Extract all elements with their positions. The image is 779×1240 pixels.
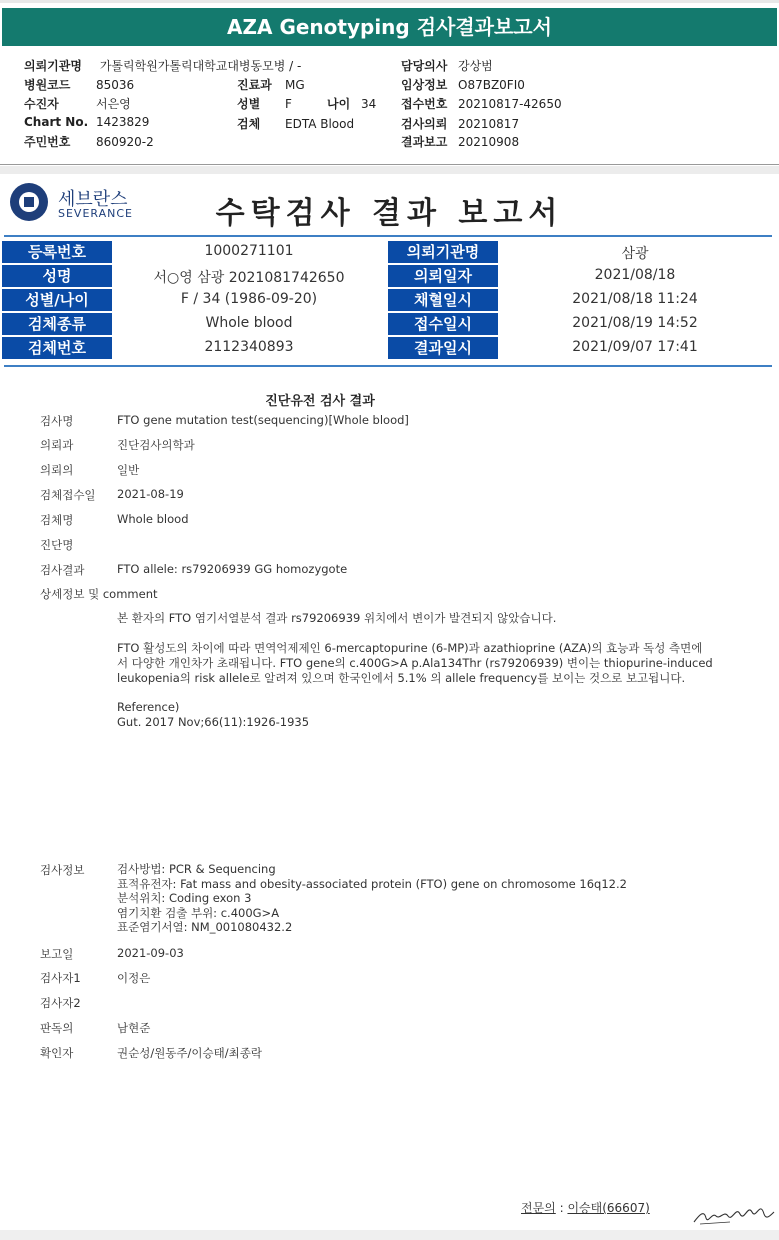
value-test-name: FTO gene mutation test(sequencing)[Whole blood] [117, 413, 409, 427]
value-request-date-2: 2021/08/18 [594, 267, 676, 283]
value-name: 서○영 삼광 2021081742650 [153, 270, 345, 286]
label-chart-no: Chart No. [24, 115, 89, 129]
specialist-separator: : [555, 1201, 568, 1215]
label-collection-time: 채혈일시 [388, 289, 498, 311]
logo-korean: 세브란스 [58, 189, 128, 210]
label-registration-no: 등록번호 [2, 241, 112, 263]
value-hospital-code: 85036 [96, 78, 135, 92]
label-requesting-institution: 의뢰기관명 [24, 59, 82, 73]
section-title: 진단유전 검사 결과 [265, 394, 375, 409]
value-chart-no: 1423829 [96, 115, 150, 129]
value-patient: 서은영 [96, 97, 131, 111]
blue-rule-bottom [4, 365, 772, 367]
value-specimen: EDTA Blood [285, 117, 355, 131]
logo-english: SEVERANCE [58, 207, 133, 220]
comment-line: FTO 활성도의 차이에 따라 면역억제제인 6-mercaptopurine (6-MP)과 azathioprine (AZA)의 효능과 독성 측면에 [117, 641, 703, 655]
label-hospital-code: 병원코드 [24, 78, 71, 92]
page-bottom-edge [0, 1230, 779, 1240]
value-test-result: FTO allele: rs79206939 GG homozygote [117, 562, 348, 576]
reference-citation: Gut. 2017 Nov;66(11):1926-1935 [117, 715, 310, 729]
value-resident-no: 860920-2 [96, 135, 154, 149]
comment-line: 본 환자의 FTO 염기서열분석 결과 rs79206939 위치에서 변이가 발견되지 않았습니다. [117, 611, 557, 625]
report-title: 수탁검사 결과 보고서 [215, 196, 564, 231]
test-info-line: 표준염기서열: NM_001080432.2 [117, 920, 293, 934]
label-patient: 수진자 [24, 97, 59, 111]
test-info-line: 분석위치: Coding exon 3 [117, 891, 252, 905]
header-row-1 [24, 57, 301, 74]
value-report-date: 2021-09-03 [117, 946, 184, 960]
value-registration-no: 1000271101 [204, 243, 294, 259]
top-edge [0, 0, 779, 3]
value-specimen-type: Whole blood [205, 315, 293, 331]
label-physician: 담당의사 [401, 59, 448, 73]
label-reader: 판독의 [40, 1021, 74, 1035]
comment-line: 서 다양한 개인차가 초래됩니다. FTO gene의 c.400G>A p.Ala134Thr (rs79206939) 변이는 thiopurine-induced [117, 656, 713, 670]
label-sex-age: 성별/나이 [2, 289, 112, 311]
test-info-line: 검사방법: PCR & Sequencing [117, 862, 276, 876]
value-tester-1: 이정은 [117, 971, 151, 985]
label-accession-no: 접수번호 [401, 97, 448, 111]
label-test-name: 검사명 [40, 414, 74, 428]
label-department: 진료과 [237, 78, 272, 92]
label-request-date-2: 의뢰일자 [388, 265, 498, 287]
handwritten-signature [690, 1192, 776, 1232]
test-info-line: 염기치환 검출 부위: c.400G>A [117, 905, 280, 920]
comment-line: leukopenia의 risk allele로 알려져 있으며 한국인에서 5.1% 의 allele frequency를 보이는 것으로 보고됩니다. [117, 671, 686, 685]
label-result-report: 결과보고 [401, 135, 448, 149]
value-specimen-name: Whole blood [117, 512, 189, 526]
label-sex: 성별 [237, 97, 261, 111]
value-received-date: 2021-08-19 [117, 487, 184, 501]
report-banner: AZA Genotyping 검사결과보고서 [2, 8, 777, 46]
value-doctor: 일반 [117, 463, 140, 477]
label-specimen-name: 검체명 [40, 513, 74, 527]
value-accession-no: 20210817-42650 [458, 97, 562, 111]
label-name: 성명 [2, 265, 112, 287]
label-confirmer: 확인자 [40, 1046, 74, 1060]
label-requesting-institution-2: 의뢰기관명 [388, 241, 498, 263]
label-tester-1: 검사자1 [40, 971, 81, 985]
value-reader: 남현준 [117, 1021, 151, 1035]
label-test-info: 검사정보 [40, 863, 85, 877]
reference-block [117, 700, 717, 730]
blue-rule-top [4, 235, 772, 237]
value-request-date: 20210817 [458, 117, 520, 131]
label-dept: 의뢰과 [40, 438, 74, 452]
comment-paragraph-2 [117, 641, 717, 686]
value-specimen-no: 2112340893 [204, 339, 294, 355]
value-collection-time: 2021/08/18 11:24 [572, 291, 698, 307]
value-requesting-institution-2: 삼광 [621, 246, 649, 262]
value-age: 34 [361, 97, 377, 111]
label-specimen-type: 검체종류 [2, 313, 112, 335]
label-result-time: 결과일시 [388, 337, 498, 359]
label-diagnosis: 진단명 [40, 538, 74, 552]
label-received-time: 접수일시 [388, 313, 498, 335]
specialist-signoff [521, 1199, 650, 1216]
test-info-line: 표적유전자: Fat mass and obesity-associated protein (FTO) gene on chromosome 16q12.2 [117, 876, 627, 891]
label-report-date: 보고일 [40, 947, 74, 961]
value-sex-age: F / 34 (1986-09-20) [180, 291, 318, 307]
value-requesting-institution: 가톨릭학원가톨릭대학교대병동모병 / - [99, 59, 302, 73]
label-resident-no: 주민번호 [24, 135, 71, 149]
value-confirmer: 권순성/원동주/이승태/최종락 [117, 1046, 262, 1060]
test-info-lines [117, 862, 717, 935]
divider [0, 164, 779, 165]
label-test-result: 검사결과 [40, 563, 85, 577]
specialist-label: 전문의 [521, 1201, 556, 1215]
label-specimen: 검체 [237, 117, 261, 131]
label-received-date: 검체접수일 [40, 488, 96, 502]
value-sex: F [285, 97, 292, 111]
value-result-time: 2021/09/07 17:41 [572, 339, 698, 355]
label-clinical-info: 임상정보 [401, 78, 448, 92]
value-result-report: 20210908 [458, 135, 520, 149]
label-request-date: 검사의뢰 [401, 117, 448, 131]
value-department: MG [285, 78, 305, 92]
value-physician: 강상범 [458, 59, 493, 73]
label-specimen-no: 검체번호 [2, 337, 112, 359]
label-age: 나이 [327, 97, 351, 111]
value-clinical-info: O87BZ0FI0 [458, 78, 525, 92]
comment-paragraph-1 [117, 611, 717, 626]
label-tester-2: 검사자2 [40, 996, 81, 1010]
label-detail-comment: 상세정보 및 comment [40, 587, 158, 601]
reference-label: Reference) [117, 700, 180, 714]
page-gap [0, 166, 779, 174]
specialist-name: 이승태(66607) [567, 1201, 650, 1215]
value-dept: 진단검사의학과 [117, 438, 195, 452]
label-doctor: 의뢰의 [40, 463, 74, 477]
value-received-time: 2021/08/19 14:52 [572, 315, 698, 331]
